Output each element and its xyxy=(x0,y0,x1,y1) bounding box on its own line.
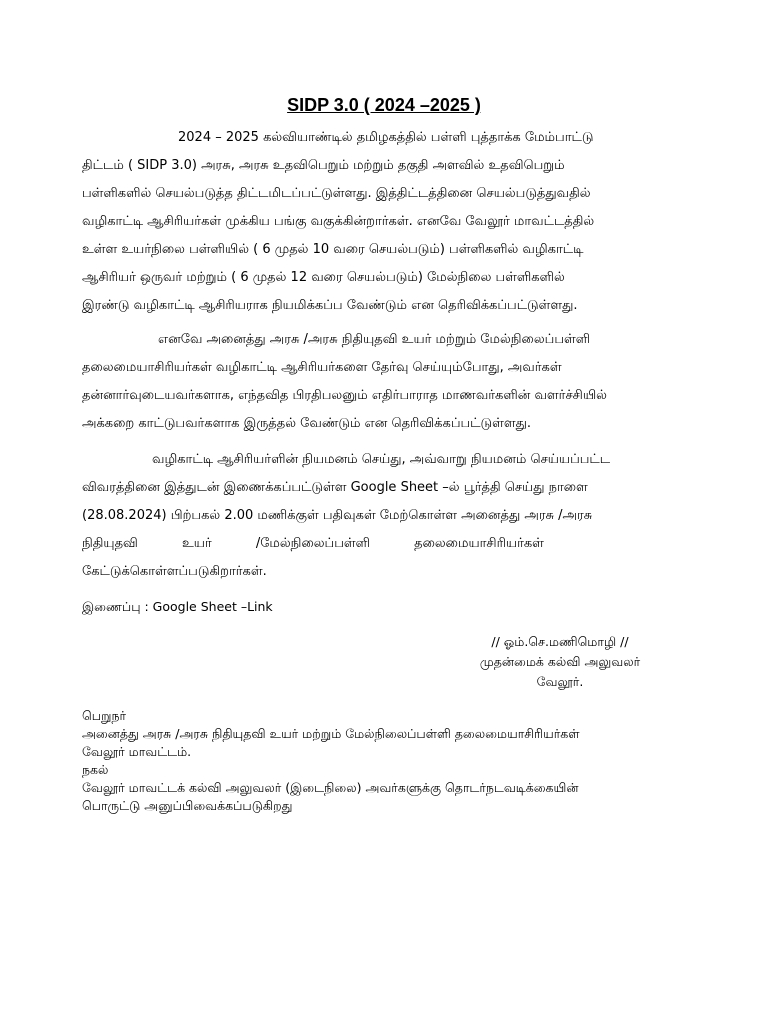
signatory-name: // ஓம்.செ.மணிமொழி // xyxy=(491,634,629,649)
paragraph-line: பள்ளிகளில் செயல்படுத்த திட்டமிடப்பட்டுள்ளது. இத்திட்டத்தினை செயல்படுத்துவதில் xyxy=(82,186,591,201)
paragraph-line: தன்னார்வுடையவர்களாக, எந்தவித பிரதிபலனும் எதிர்பாராத மாணவர்களின் வளர்ச்சியில் xyxy=(82,388,607,403)
paragraph-3 xyxy=(82,446,672,586)
paragraph-line: (28.08.2024) பிற்பகல் 2.00 மணிக்குள் பதிவுகள் மேற்கொள்ள அனைத்து அரசு /அரசு xyxy=(82,508,593,523)
signatory-designation: முதன்மைக் கல்வி அலுவலர் xyxy=(479,654,641,669)
paragraph-line: அக்கறை காட்டுபவர்களாக இருத்தல் வேண்டும் என தெரிவிக்கப்பட்டுள்ளது. xyxy=(82,416,531,431)
paragraph-line: திட்டம் ( SIDP 3.0) அரசு, அரசு உதவிபெறும் மற்றும் தகுதி அளவில் உதவிபெறும் xyxy=(82,158,565,173)
recipients-block xyxy=(82,707,682,815)
paragraph-line: எனவே அனைத்து அரசு /அரசு நிதியுதவி உயர் மற்றும் மேல்நிலைப்பள்ளி xyxy=(158,332,591,347)
paragraph-line: வழிகாட்டி ஆசிரியர்ளின் நியமனம் செய்து, அவ்வாறு நியமனம் செய்யப்பட்ட xyxy=(152,452,611,467)
recipient-line: அனைத்து அரசு /அரசு நிதியுதவி உயர் மற்றும் மேல்நிலைப்பள்ளி தலைமையாசிரியர்கள் xyxy=(82,726,580,741)
paragraph-line: இரண்டு வழிகாட்டி ஆசிரியராக நியமிக்கப்ப வேண்டும் என தெரிவிக்கப்பட்டுள்ளது. xyxy=(82,298,578,313)
copy-line: வேலூர் மாவட்டக் கல்வி அலுவலர் (இடைநிலை) அவர்களுக்கு தொடர்நடவடிக்கையின் xyxy=(82,780,579,795)
signature-block xyxy=(450,632,670,692)
copy-line: பொருட்டு அனுப்பிவைக்கப்படுகிறது xyxy=(82,798,293,813)
signatory-place: வேலூர். xyxy=(536,674,584,689)
recipient-line: வேலூர் மாவட்டம். xyxy=(82,744,192,759)
paragraph-1 xyxy=(82,124,672,320)
document-title: SIDP 3.0 ( 2024 –2025 ) xyxy=(287,95,481,115)
paragraph-line: விவரத்தினை இத்துடன் இணைக்கப்பட்டுள்ள Google Sheet –ல் பூர்த்தி செய்து நாளை xyxy=(82,480,588,495)
attachment-link: இணைப்பு : Google Sheet –Link xyxy=(82,599,273,614)
paragraph-line: நிதியுதவி உயர் /மேல்நிலைப்பள்ளி தலைமையாசிரியர்கள் xyxy=(82,536,544,551)
paragraph-line: 2024 – 2025 கல்வியாண்டில் தமிழகத்தில் பள்ளி புத்தாக்க மேம்பாட்டு xyxy=(178,130,594,145)
recipient-heading: பெறுநர் xyxy=(82,708,127,723)
paragraph-2 xyxy=(82,326,672,438)
paragraph-line: வழிகாட்டி ஆசிரியர்கள் முக்கிய பங்கு வகுக்கின்றார்கள். எனவே வேலூர் மாவட்டத்தில் xyxy=(82,214,595,229)
paragraph-line: கேட்டுக்கொள்ளப்படுகிறார்கள். xyxy=(82,564,267,579)
paragraph-line: உள்ள உயர்நிலை பள்ளியில் ( 6 முதல் 10 வரை செயல்படும்) பள்ளிகளில் வழிகாட்டி xyxy=(82,242,584,257)
paragraph-line: ஆசிரியர் ஒருவர் மற்றும் ( 6 முதல் 12 வரை செயல்படும்) மேல்நிலை பள்ளிகளில் xyxy=(82,270,565,285)
copy-heading: நகல் xyxy=(82,762,109,777)
paragraph-line: தலைமையாசிரியர்கள் வழிகாட்டி ஆசிரியர்களை தேர்வு செய்யும்போது, அவர்கள் xyxy=(82,360,562,375)
